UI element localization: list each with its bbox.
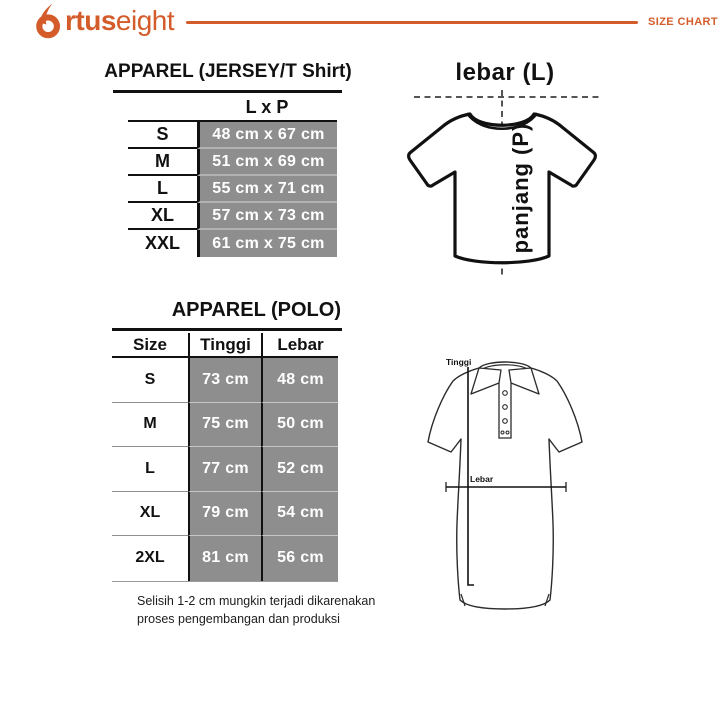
tshirt-length-label: panjang (P)	[508, 122, 533, 254]
lebar-cell: 50 cm	[261, 403, 338, 448]
size-cell: S	[128, 122, 197, 149]
jersey-title-underline	[113, 90, 342, 93]
table-row	[112, 358, 338, 403]
size-cell: L	[128, 176, 197, 203]
polo-title-underline	[112, 328, 342, 331]
table-row	[112, 403, 338, 448]
size-cell: XL	[128, 203, 197, 230]
brand-logo	[34, 3, 174, 39]
polo-table-header	[112, 333, 338, 358]
value-cell: 61 cm x 75 cm	[197, 230, 337, 257]
flame-o-icon	[34, 3, 64, 39]
tinggi-cell: 77 cm	[188, 447, 261, 492]
col-header-size: Size	[132, 334, 168, 354]
col-header-tinggi: Tinggi	[188, 333, 261, 356]
value-cell: 51 cm x 69 cm	[197, 149, 337, 176]
jersey-size-table	[128, 95, 337, 257]
disclaimer-line-1: Selisih 1-2 cm mungkin terjadi dikarenakan	[137, 594, 376, 608]
table-row	[112, 447, 338, 492]
lebar-cell: 56 cm	[261, 536, 338, 581]
size-chart-title: SIZE CHART	[648, 16, 718, 28]
jersey-col-header: L x P	[245, 97, 289, 117]
jersey-table-title: APPAREL (JERSEY/T Shirt)	[104, 61, 352, 82]
table-row	[112, 536, 338, 581]
size-cell: M	[112, 403, 188, 448]
polo-diagram	[408, 348, 598, 616]
lebar-cell: 48 cm	[261, 358, 338, 403]
value-cell: 55 cm x 71 cm	[197, 176, 337, 203]
tinggi-cell: 75 cm	[188, 403, 261, 448]
value-cell: 48 cm x 67 cm	[197, 122, 337, 149]
polo-table-title: APPAREL (POLO)	[171, 299, 341, 321]
table-row	[128, 203, 337, 230]
tshirt-diagram	[400, 88, 612, 284]
table-row	[128, 230, 337, 257]
size-cell: L	[112, 447, 188, 492]
size-cell: XL	[112, 492, 188, 537]
size-cell: XXL	[144, 233, 180, 253]
tinggi-cell: 81 cm	[188, 536, 261, 581]
lebar-cell: 52 cm	[261, 447, 338, 492]
tinggi-cell: 79 cm	[188, 492, 261, 537]
table-row	[112, 492, 338, 537]
jersey-table-header	[128, 95, 337, 122]
size-cell: 2XL	[135, 549, 165, 567]
value-cell: 57 cm x 73 cm	[197, 203, 337, 230]
size-cell: S	[112, 358, 188, 403]
size-cell: M	[128, 149, 197, 176]
disclaimer-note	[137, 593, 387, 629]
header-divider-line	[186, 21, 638, 24]
polo-width-label: Lebar	[470, 474, 494, 484]
lebar-cell: 54 cm	[261, 492, 338, 537]
col-header-lebar: Lebar	[261, 333, 338, 356]
table-row	[128, 122, 337, 149]
brand-name: rtuseight	[65, 5, 175, 36]
tshirt-outline	[409, 114, 596, 263]
jersey-header-empty	[128, 95, 197, 120]
header	[0, 0, 726, 42]
polo-size-table	[112, 333, 338, 582]
tshirt-width-label: lebar (L)	[455, 59, 555, 86]
table-row	[128, 176, 337, 203]
polo-height-label: Tinggi	[446, 357, 472, 367]
tinggi-cell: 73 cm	[188, 358, 261, 403]
disclaimer-line-2: proses pengembangan dan produksi	[137, 611, 340, 626]
table-row	[128, 149, 337, 176]
